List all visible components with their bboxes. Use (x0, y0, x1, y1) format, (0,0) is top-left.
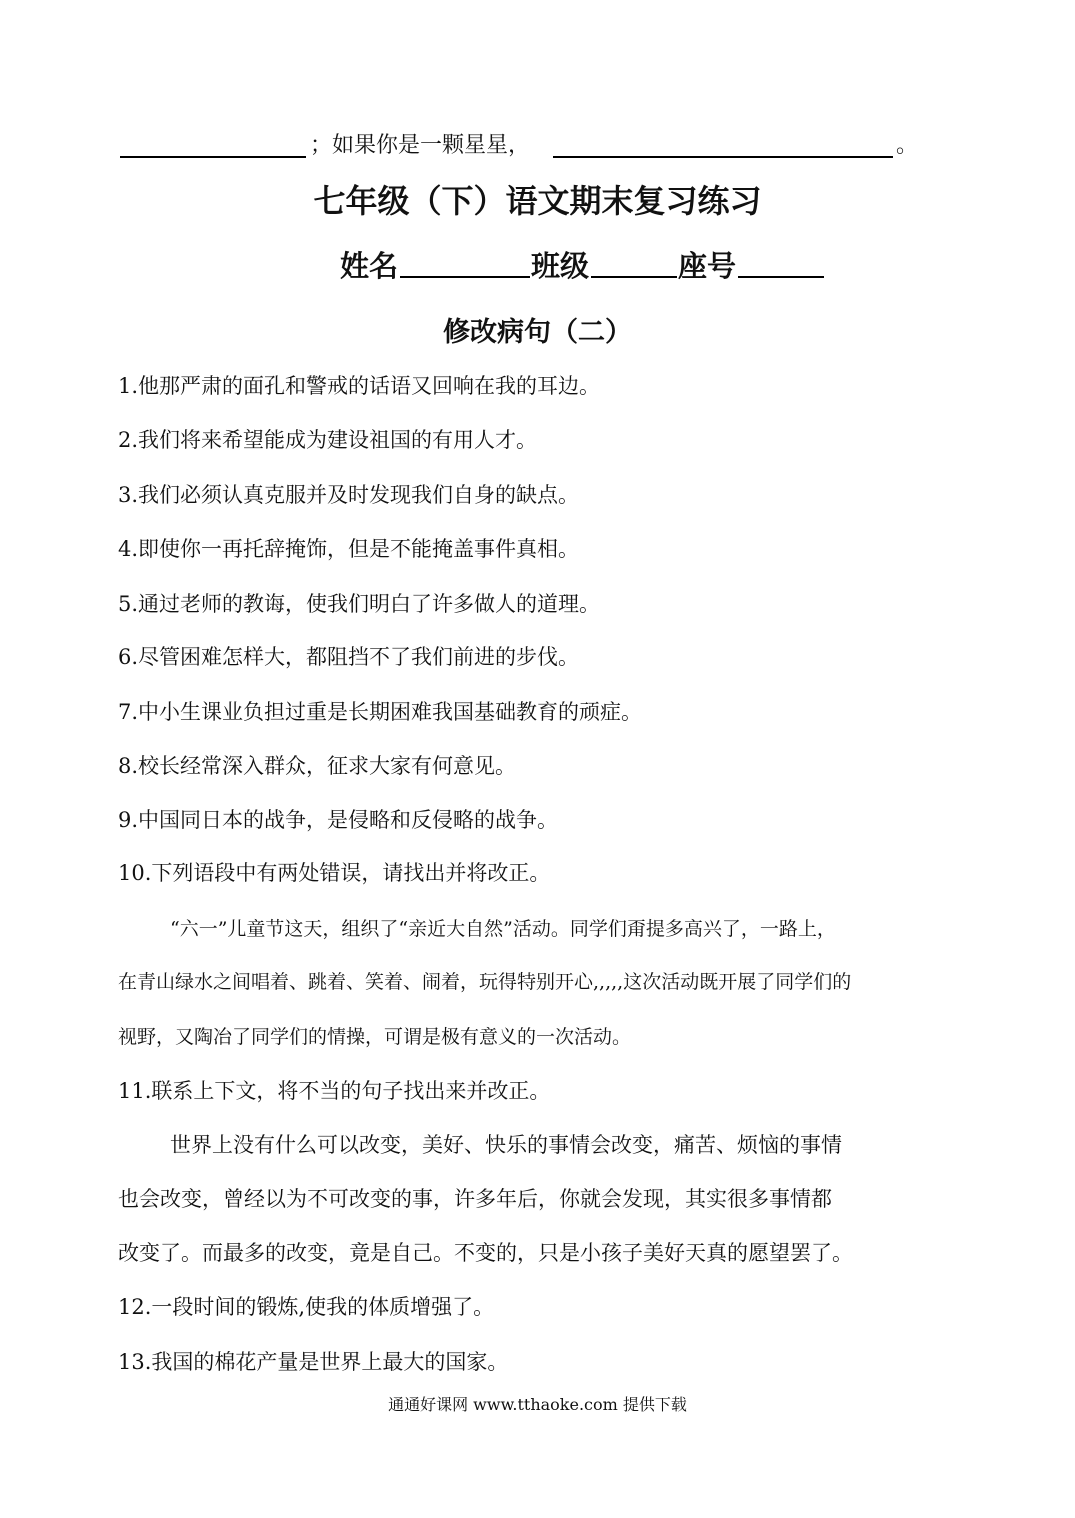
blank-line-right[interactable] (553, 156, 893, 158)
section-title: 修改病句（二） (443, 317, 632, 348)
passage2-line-3: 改变了。而最多的改变，竟是自己。不变的，只是小孩子美好天真的愿望罢了。 (118, 1241, 853, 1265)
question-12: 12.一段时间的锻炼,使我的体质增强了。 (118, 1295, 495, 1319)
question-10: 10.下列语段中有两处错误，请找出并将改正。 (118, 861, 551, 885)
question-1: 1.他那严肃的面孔和警戒的话语又回响在我的耳边。 (118, 374, 601, 398)
question-9: 9.中国同日本的战争，是侵略和反侵略的战争。 (118, 808, 559, 832)
question-5: 5.通过老师的教诲，使我们明白了许多做人的道理。 (118, 592, 601, 616)
page-title: 七年级（下）语文期末复习练习 (313, 182, 762, 220)
question-11: 11.联系上下文，将不当的句子找出来并改正。 (118, 1079, 551, 1103)
class-blank[interactable] (591, 276, 677, 278)
question-8: 8.校长经常深入群众，征求大家有何意见。 (118, 754, 517, 778)
question-7: 7.中小生课业负担过重是长期困难我国基础教育的顽症。 (118, 700, 643, 724)
seat-blank[interactable] (738, 276, 824, 278)
passage1-line-3: 视野，又陶冶了同学们的情操，可谓是极有意义的一次活动。 (118, 1026, 632, 1048)
passage1-line-1: “六一”儿童节这天，组织了“亲近大自然”活动。同学们甭提多高兴了，一路上， (170, 918, 836, 940)
question-6: 6.尽管困难怎样大，都阻挡不了我们前进的步伐。 (118, 645, 580, 669)
passage2-line-1: 世界上没有什么可以改变，美好、快乐的事情会改变，痛苦、烦恼的事情 (170, 1133, 842, 1157)
class-label: 班级 (531, 249, 590, 283)
question-2: 2.我们将来希望能成为建设祖国的有用人才。 (118, 428, 538, 452)
question-3: 3.我们必须认真克服并及时发现我们自身的缺点。 (118, 483, 580, 507)
header-line-text: ；如果你是一颗星星， (310, 133, 531, 158)
name-label: 姓名 (340, 249, 399, 283)
name-blank[interactable] (400, 276, 530, 278)
question-4: 4.即使你一再托辞掩饰，但是不能掩盖事件真相。 (118, 537, 580, 561)
blank-line-left[interactable] (120, 156, 306, 158)
passage1-line-2: 在青山绿水之间唱着、跳着、笑着、闹着，玩得特别开心,,,,,这次活动既开展了同学们的 (118, 971, 852, 993)
header-line-end: 。 (896, 133, 919, 158)
passage2-line-2: 也会改变，曾经以为不可改变的事，许多年后，你就会发现，其实很多事情都 (118, 1187, 832, 1211)
seat-label: 座号 (678, 249, 737, 283)
footer-text: 通通好课网 www.tthaoke.com 提供下载 (388, 1395, 687, 1414)
question-13: 13.我国的棉花产量是世界上最大的国家。 (118, 1350, 509, 1374)
